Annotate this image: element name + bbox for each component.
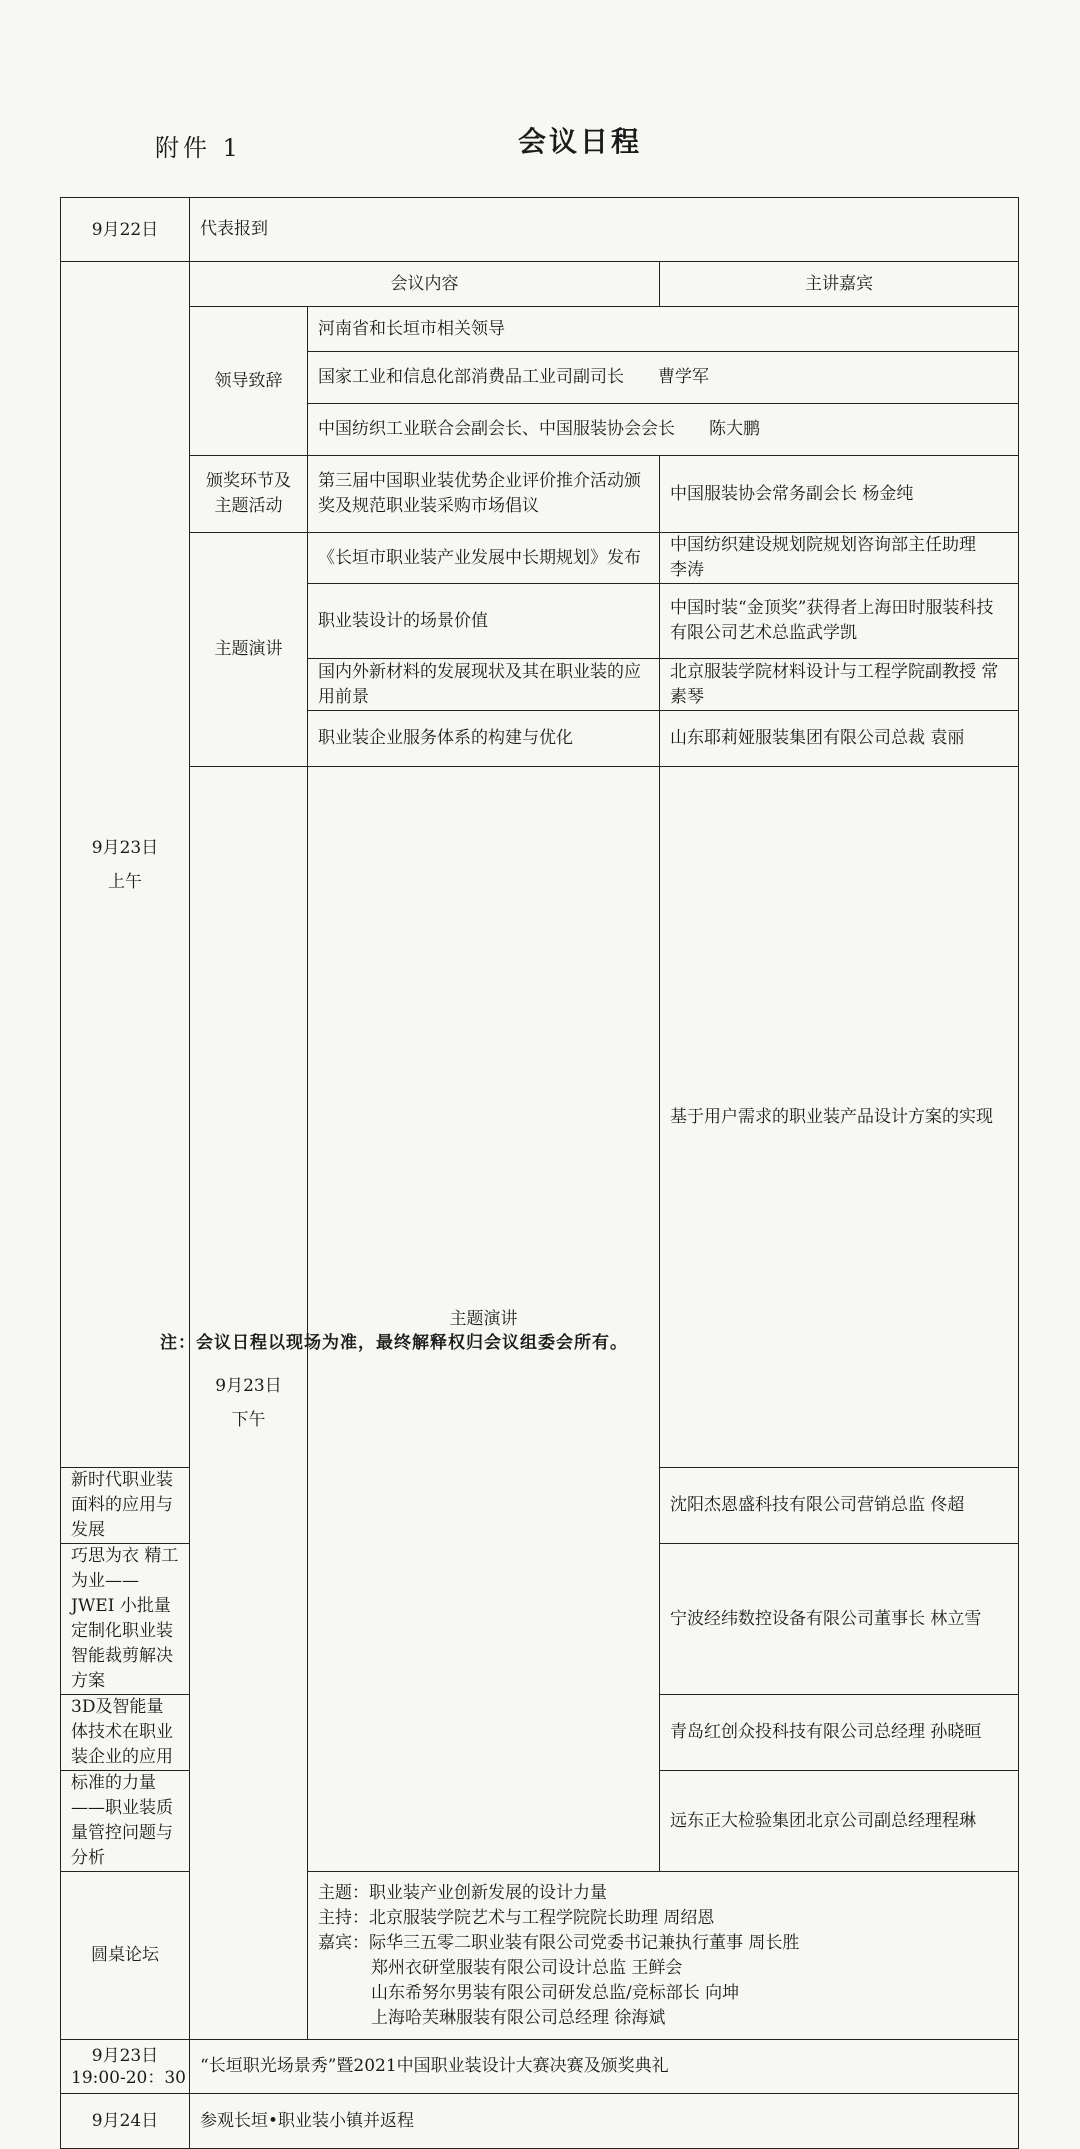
pm-speeches-label: 主题演讲 [308, 767, 660, 1872]
speech-content: 标准的力量——职业装质量管控问题与分析 [61, 1771, 190, 1872]
roundtable-content [308, 1872, 1019, 2040]
speech-speaker: 中国纺织建设规划院规划咨询部主任助理 李涛 [660, 533, 1019, 584]
speech-speaker: 青岛红创众投科技有限公司总经理 孙晓晅 [660, 1695, 1019, 1771]
speech-content: 职业装企业服务体系的构建与优化 [308, 711, 660, 767]
speech-content: 巧思为衣 精工为业——JWEI 小批量定制化职业装智能裁剪解决方案 [61, 1544, 190, 1695]
evening-time: 19:00-20：30 [71, 2067, 186, 2088]
speech-content: 职业装设计的场景价值 [308, 584, 660, 659]
speech-content: 基于用户需求的职业装产品设计方案的实现 [660, 767, 1019, 1468]
roundtable-guest: 山东希努尔男装有限公司研发总监/竞标部长 向坤 [371, 1982, 740, 2003]
speech-speaker: 中国时装“金顶奖”获得者上海田时服装科技有限公司艺术总监武学凯 [660, 584, 1019, 659]
roundtable-guest: 嘉宾：际华三五零二职业装有限公司党委书记兼执行董事 周长胜 [318, 1932, 800, 1953]
page-title: 会议日程 [517, 125, 642, 158]
speech-content: 3D及智能量体技术在职业装企业的应用 [61, 1695, 190, 1771]
row-am-speech-1 [61, 533, 1019, 584]
row-sep22 [61, 198, 1019, 262]
speech-speaker: 远东正大检验集团北京公司副总经理程琳 [660, 1771, 1019, 1872]
roundtable-topic: 主题：职业装产业创新发展的设计力量 [318, 1882, 607, 1903]
footnote: 注：会议日程以现场为准，最终解释权归会议组委会所有。 [160, 1333, 628, 1353]
schedule-table [60, 197, 1019, 2149]
leaders-label: 领导致辞 [190, 307, 308, 456]
date-sep22: 9月22日 [61, 198, 190, 262]
date-sep23-afternoon [190, 767, 308, 2040]
row-award [61, 456, 1019, 533]
col-header-speaker: 主讲嘉宾 [660, 262, 1019, 307]
roundtable-guest: 郑州衣研堂服装有限公司设计总监 王鲜会 [371, 1957, 683, 1978]
sep24-content: 参观长垣•职业装小镇并返程 [190, 2094, 1019, 2149]
speech-speaker: 山东耶莉娅服装集团有限公司总裁 袁丽 [660, 711, 1019, 767]
date-sep24: 9月24日 [61, 2094, 190, 2149]
morning-period: 上午 [108, 871, 142, 892]
attachment-label: 附件 1 [155, 134, 242, 162]
speech-speaker: 宁波经纬数控设备有限公司董事长 林立雪 [660, 1544, 1019, 1695]
leader-item: 河南省和长垣市相关领导 [308, 307, 1019, 352]
speech-speaker: 沈阳杰恩盛科技有限公司营销总监 佟超 [660, 1468, 1019, 1544]
speech-content: 新时代职业装面料的应用与发展 [61, 1468, 190, 1544]
roundtable-host: 主持：北京服装学院艺术与工程学院院长助理 周绍恩 [318, 1907, 715, 1928]
evening-date: 9月23日 [91, 2045, 159, 2066]
row-sep24 [61, 2094, 1019, 2149]
roundtable-label: 圆桌论坛 [61, 1872, 190, 2040]
evening-content: “长垣职光场景秀”暨2021中国职业装设计大赛决赛及颁奖典礼 [190, 2040, 1019, 2094]
date-sep23-evening [61, 2040, 190, 2094]
afternoon-date: 9月23日 [215, 1376, 282, 1396]
row-pm-speech-1 [61, 767, 1019, 1468]
sep22-content: 代表报到 [190, 198, 1019, 262]
roundtable-guest: 上海哈芙琳服装有限公司总经理 徐海斌 [371, 2007, 666, 2028]
leader-item: 中国纺织工业联合会副会长、中国服装协会会长 陈大鹏 [308, 404, 1019, 456]
morning-date: 9月23日 [91, 837, 159, 858]
leader-item: 国家工业和信息化部消费品工业司副司长 曹学军 [308, 352, 1019, 404]
award-content: 第三届中国职业装优势企业评价推介活动颁奖及规范职业装采购市场倡议 [308, 456, 660, 533]
row-leader-1 [61, 307, 1019, 352]
col-header-content: 会议内容 [190, 262, 660, 307]
award-speaker: 中国服装协会常务副会长 杨金纯 [660, 456, 1019, 533]
speech-content: 《长垣市职业装产业发展中长期规划》发布 [308, 533, 660, 584]
date-sep23-morning [61, 262, 190, 1468]
row-col-headers [61, 262, 1019, 307]
speech-content: 国内外新材料的发展现状及其在职业装的应用前景 [308, 659, 660, 711]
award-label: 颁奖环节及主题活动 [190, 456, 308, 533]
speech-speaker: 北京服装学院材料设计与工程学院副教授 常素琴 [660, 659, 1019, 711]
row-evening [61, 2040, 1019, 2094]
afternoon-period: 下午 [231, 1410, 266, 1430]
am-speeches-label: 主题演讲 [190, 533, 308, 767]
